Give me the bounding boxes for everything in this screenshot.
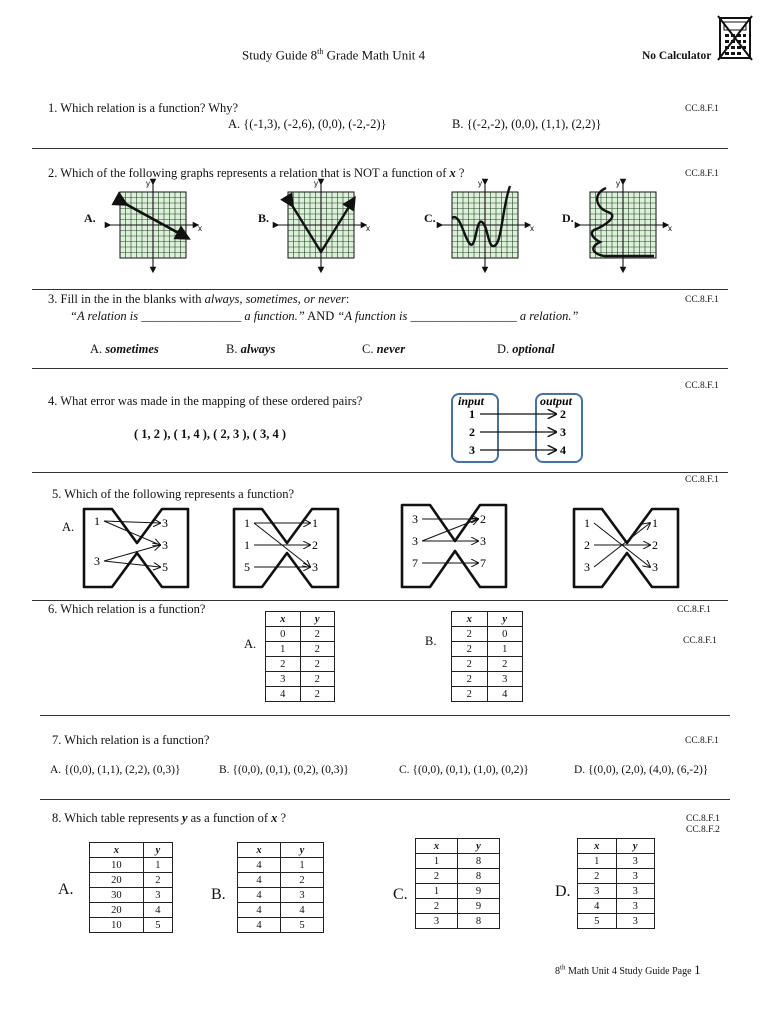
page-title	[242, 47, 425, 63]
mapping-b	[232, 507, 342, 589]
x-axis-label: x	[668, 224, 672, 233]
q2-text-pre: 2. Which of the following graphs represents a relation that is NOT a function of	[48, 166, 450, 180]
header-x: x	[238, 843, 281, 858]
table-row	[238, 903, 324, 918]
q3-text	[48, 292, 349, 307]
q6-letter-b: B.	[425, 634, 437, 648]
cell-x: 0	[266, 627, 301, 642]
table-row	[416, 899, 500, 914]
cell-x: 20	[90, 873, 144, 888]
table-row	[578, 854, 655, 869]
table-header-row	[266, 612, 335, 627]
table-row	[452, 672, 523, 687]
mapping-d	[572, 507, 682, 589]
graph-d	[570, 178, 680, 278]
table-row	[416, 854, 500, 869]
cell-x: 4	[238, 918, 281, 933]
table-row	[266, 672, 335, 687]
footer-post: Math Unit 4 Study Guide Page	[565, 966, 695, 977]
header-x: x	[90, 843, 144, 858]
q8-standard: CC.8.F.2	[686, 825, 720, 835]
q3-option-d	[497, 342, 555, 357]
cell-y: 4	[281, 903, 324, 918]
q5-text: 5. Which of the following represents a function?	[52, 487, 295, 501]
cell-y: 4	[143, 903, 172, 918]
table-row	[90, 918, 173, 933]
q3-option-b	[226, 342, 275, 357]
cell-x: 3	[416, 914, 458, 929]
divider	[40, 799, 730, 800]
cell-x: 1	[416, 854, 458, 869]
cell-x: 4	[238, 888, 281, 903]
graph-a-label: A.	[84, 211, 96, 225]
input-label: input	[458, 394, 485, 408]
cell-x: 3	[578, 884, 617, 899]
q8-text	[52, 811, 286, 826]
domain-value: 3	[412, 534, 418, 548]
cell-y: 3	[616, 899, 655, 914]
table-row	[452, 627, 523, 642]
table-header-row	[238, 843, 324, 858]
title-post: Grade Math Unit 4	[323, 47, 426, 63]
cell-y: 0	[487, 627, 523, 642]
table-row	[90, 873, 173, 888]
page-footer	[555, 962, 701, 978]
cell-y: 2	[487, 657, 523, 672]
cell-x: 30	[90, 888, 144, 903]
q2-standard: CC.8.F.1	[685, 169, 719, 179]
domain-value: 7	[412, 556, 418, 570]
y-axis-label: y	[314, 179, 318, 188]
q1-standard: CC.8.F.1	[685, 104, 719, 114]
option-word: sometimes	[105, 342, 159, 356]
cell-y: 3	[616, 869, 655, 884]
cell-y: 8	[458, 854, 500, 869]
q8-letter-c: C.	[393, 886, 408, 903]
divider	[32, 600, 728, 601]
table-row	[416, 914, 500, 929]
q1-option-b: B. {(-2,-2), (0,0), (1,1), (2,2)}	[452, 117, 602, 131]
q4-standard: CC.8.F.1	[685, 381, 719, 391]
cell-x: 5	[578, 914, 617, 929]
cell-y: 1	[143, 858, 172, 873]
q8-var-y: y	[181, 811, 188, 825]
table-row	[578, 899, 655, 914]
cell-x: 4	[578, 899, 617, 914]
range-value: 1	[652, 516, 658, 530]
output-value: 2	[560, 407, 566, 421]
cell-y: 8	[458, 914, 500, 929]
header-x: x	[452, 612, 488, 627]
cell-x: 4	[238, 858, 281, 873]
input-value: 1	[469, 407, 475, 421]
table-row	[238, 918, 324, 933]
table-header-row	[452, 612, 523, 627]
x-axis-label: x	[366, 224, 370, 233]
output-label: output	[540, 394, 573, 408]
cell-x: 2	[452, 642, 488, 657]
q3-statement-b: “A function is _________________ a relation.”	[337, 309, 579, 323]
range-value: 3	[312, 560, 318, 574]
q8-text-mid: as a function of	[187, 811, 272, 825]
header-y: y	[300, 612, 335, 627]
divider	[32, 148, 728, 149]
table-row	[266, 687, 335, 702]
table-row	[238, 858, 324, 873]
table-row	[238, 873, 324, 888]
table-row	[578, 884, 655, 899]
cell-y: 4	[487, 687, 523, 702]
input-value: 2	[469, 425, 475, 439]
range-value: 2	[480, 512, 486, 526]
cell-y: 3	[616, 854, 655, 869]
table-row	[452, 642, 523, 657]
no-calculator-icon	[718, 16, 754, 62]
table-row	[90, 858, 173, 873]
cell-x: 1	[578, 854, 617, 869]
domain-value: 1	[244, 516, 250, 530]
option-letter: B.	[226, 342, 238, 356]
q5-letter-a: A.	[62, 520, 75, 534]
x-axis-label: x	[530, 224, 534, 233]
title-pre: Study Guide 8	[242, 47, 318, 63]
graph-b	[268, 178, 378, 278]
q3-text-ital: always, sometimes, or never	[204, 292, 346, 306]
q4-mapping-diagram	[450, 392, 600, 464]
y-axis-label: y	[616, 179, 620, 188]
cell-x: 2	[578, 869, 617, 884]
option-word: optional	[512, 342, 555, 356]
q3-statement-a: “A relation is ________________ a function.”	[70, 309, 305, 323]
table-row	[266, 657, 335, 672]
cell-x: 20	[90, 903, 144, 918]
cell-y: 9	[458, 899, 500, 914]
cell-x: 1	[266, 642, 301, 657]
q8-standard: CC.8.F.1	[686, 814, 720, 824]
cell-y: 2	[281, 873, 324, 888]
q7-option-d: D. {(0,0), (2,0), (4,0), (6,-2)}	[574, 764, 709, 776]
cell-x: 1	[416, 884, 458, 899]
domain-value: 5	[244, 560, 250, 574]
q8-table-b	[237, 842, 324, 933]
graph-a	[100, 178, 210, 278]
header-y: y	[616, 839, 655, 854]
table-row	[238, 888, 324, 903]
q3-and: AND	[304, 309, 338, 323]
q6-letter-a: A.	[244, 637, 257, 651]
domain-value: 1	[244, 538, 250, 552]
cell-y: 2	[300, 627, 335, 642]
graph-d-label: D.	[562, 211, 574, 225]
cell-x: 2	[452, 687, 488, 702]
table-row	[578, 914, 655, 929]
graph-b-label: B.	[258, 211, 270, 225]
header-y: y	[458, 839, 500, 854]
q8-text-post: ?	[277, 811, 287, 825]
q8-letter-b: B.	[211, 886, 226, 903]
input-value: 3	[469, 443, 475, 457]
cell-x: 10	[90, 918, 144, 933]
cell-x: 2	[266, 657, 301, 672]
range-value: 7	[480, 556, 486, 570]
graph-c-label: C.	[424, 211, 436, 225]
header-x: x	[266, 612, 301, 627]
header-y: y	[143, 843, 172, 858]
footer-pre: 8	[555, 966, 560, 977]
q5-standard: CC.8.F.1	[685, 475, 719, 485]
q8-var-x: x	[271, 811, 278, 825]
cell-x: 2	[416, 869, 458, 884]
q1-text: 1. Which relation is a function? Why?	[48, 101, 239, 115]
table-row	[266, 642, 335, 657]
header-x: x	[416, 839, 458, 854]
q6-table-a	[265, 611, 335, 702]
divider	[32, 368, 728, 369]
option-word: always	[240, 342, 276, 356]
q8-letter-a: A.	[58, 881, 74, 898]
cell-y: 2	[300, 672, 335, 687]
q7-option-c: C. {(0,0), (0,1), (1,0), (0,2)}	[399, 764, 529, 776]
q7-text: 7. Which relation is a function?	[52, 733, 210, 747]
header-y: y	[281, 843, 324, 858]
q3-standard: CC.8.F.1	[685, 295, 719, 305]
mapping-arrow	[422, 519, 478, 541]
q7-standard: CC.8.F.1	[685, 736, 719, 746]
mapping-c	[400, 503, 510, 589]
cell-y: 3	[487, 672, 523, 687]
title-sup: th	[317, 47, 324, 56]
q8-text-pre: 8. Which table represents	[52, 811, 182, 825]
range-value: 5	[162, 560, 168, 574]
q7-option-a: A. {(0,0), (1,1), (2,2), (0,3)}	[50, 764, 181, 776]
table-header-row	[416, 839, 500, 854]
q3-option-c	[362, 342, 405, 357]
table-row	[90, 888, 173, 903]
no-calculator-label: No Calculator	[642, 50, 712, 62]
range-value: 3	[652, 560, 658, 574]
q8-letter-d: D.	[555, 883, 571, 900]
output-value: 4	[560, 443, 566, 457]
option-letter: A.	[90, 342, 103, 356]
footer-sup: th	[560, 963, 566, 972]
cell-y: 5	[281, 918, 324, 933]
x-axis-label: x	[198, 224, 202, 233]
cell-x: 4	[266, 687, 301, 702]
q3-text-post: :	[345, 292, 350, 306]
cell-x: 2	[452, 627, 488, 642]
q6-text: 6. Which relation is a function?	[48, 602, 206, 616]
option-letter: D.	[497, 342, 510, 356]
q3-statement	[70, 309, 578, 324]
table-row	[416, 884, 500, 899]
output-value: 3	[560, 425, 566, 439]
q2-text-post: ?	[455, 166, 465, 180]
range-value: 2	[652, 538, 658, 552]
cell-y: 8	[458, 869, 500, 884]
range-value: 1	[312, 516, 318, 530]
domain-value: 3	[94, 554, 100, 568]
cell-y: 3	[616, 884, 655, 899]
table-header-row	[90, 843, 173, 858]
cell-y: 2	[300, 642, 335, 657]
domain-value: 3	[584, 560, 590, 574]
cell-y: 9	[458, 884, 500, 899]
cell-y: 5	[143, 918, 172, 933]
header-x: x	[578, 839, 617, 854]
table-row	[578, 869, 655, 884]
q8-table-a	[89, 842, 173, 933]
option-letter: C.	[362, 342, 374, 356]
option-word: never	[376, 342, 406, 356]
q2-var: x	[449, 166, 456, 180]
cell-y: 2	[143, 873, 172, 888]
cell-x: 3	[266, 672, 301, 687]
domain-value: 2	[584, 538, 590, 552]
q6-table-b	[451, 611, 523, 702]
cell-y: 3	[281, 888, 324, 903]
q8-table-c	[415, 838, 500, 929]
y-axis-label: y	[478, 179, 482, 188]
divider	[40, 715, 730, 716]
q8-table-d	[577, 838, 655, 929]
cell-y: 2	[300, 687, 335, 702]
cell-x: 2	[452, 657, 488, 672]
q6-standard: CC.8.F.1	[677, 605, 711, 615]
table-row	[90, 903, 173, 918]
range-value: 3	[480, 534, 486, 548]
table-row	[452, 687, 523, 702]
divider	[32, 472, 728, 473]
cell-y: 3	[616, 914, 655, 929]
cell-y: 1	[281, 858, 324, 873]
q7-option-b: B. {(0,0), (0,1), (0,2), (0,3)}	[219, 764, 349, 776]
cell-x: 2	[452, 672, 488, 687]
y-axis-label: y	[146, 179, 150, 188]
cell-x: 4	[238, 903, 281, 918]
range-value: 2	[312, 538, 318, 552]
range-value: 3	[162, 516, 168, 530]
cell-y: 1	[487, 642, 523, 657]
cell-y: 2	[300, 657, 335, 672]
table-row	[452, 657, 523, 672]
page-number: 1	[694, 962, 701, 977]
table-row	[266, 627, 335, 642]
table-row	[416, 869, 500, 884]
q4-pairs: ( 1, 2 ), ( 1, 4 ), ( 2, 3 ), ( 3, 4 )	[134, 427, 287, 441]
cell-y: 3	[143, 888, 172, 903]
mapping-a	[82, 507, 192, 589]
domain-value: 3	[412, 512, 418, 526]
q3-text-pre: 3. Fill in the in the blanks with	[48, 292, 205, 306]
q6-standard: CC.8.F.1	[683, 636, 717, 646]
divider	[32, 289, 728, 290]
q4-text: 4. What error was made in the mapping of these ordered pairs?	[48, 394, 363, 408]
graph-c	[432, 178, 542, 278]
table-header-row	[578, 839, 655, 854]
cell-x: 10	[90, 858, 144, 873]
q1-option-a: A. {(-1,3), (-2,6), (0,0), (-2,-2)}	[228, 117, 387, 131]
cell-x: 4	[238, 873, 281, 888]
header-y: y	[487, 612, 523, 627]
domain-value: 1	[94, 514, 100, 528]
cell-x: 2	[416, 899, 458, 914]
q3-option-a	[90, 342, 159, 357]
range-value: 3	[162, 538, 168, 552]
domain-value: 1	[584, 516, 590, 530]
